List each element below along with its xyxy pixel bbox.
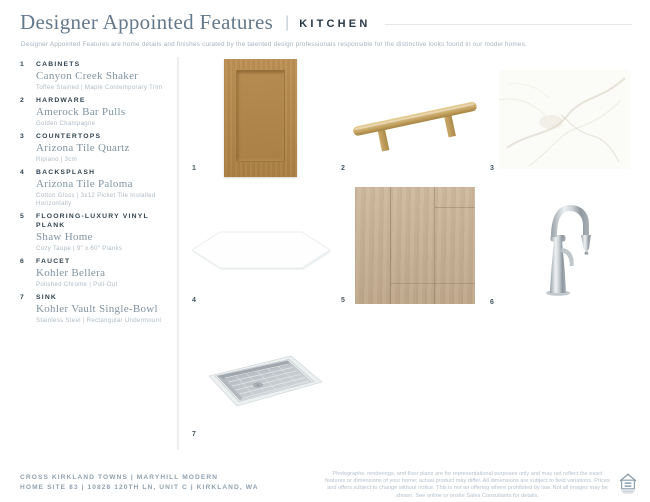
swatch-label: 5 (341, 297, 345, 304)
swatch-label: 3 (490, 165, 494, 172)
legal-disclaimer: Photographs, renderings, and floor plans are for representational purposes only and may not reflect the exact features or dimensions of your home; actual product may differ. All dimensions are subject to field variations. Prices and offers subject to change without notice. This is not an offering where prohibited by law. Not all images may be shown. See online or onsite Sales Consultants for details. (325, 471, 610, 499)
feature-details: Ripiano | 3cm (36, 156, 78, 163)
feature-name: Shaw Home (36, 231, 93, 243)
list-item (20, 257, 172, 289)
community-line: CROSS KIRKLAND TOWNS | MARYHILL MODERN (20, 474, 219, 481)
feature-name: Canyon Creek Shaker (36, 70, 139, 82)
feature-name: Arizona Tile Paloma (36, 178, 133, 190)
page-subtitle: Designer Appointed Features are home details and finishes curated by the talented design professionals responsible for the distinctive looks found in our model homes. (21, 41, 528, 48)
list-item (20, 293, 172, 325)
swatch-label: 4 (192, 297, 196, 304)
list-item (20, 168, 172, 208)
cabinet-recessed-panel (236, 70, 285, 162)
feature-category: BACKSPLASH (36, 169, 96, 176)
swatch-label: 2 (341, 165, 345, 172)
feature-number: 5 (20, 213, 24, 220)
bar-pull-swatch (346, 64, 484, 160)
list-item (20, 60, 172, 92)
community-info (20, 473, 259, 492)
quartz-slab-swatch (499, 70, 630, 169)
feature-name: Arizona Tile Quartz (36, 142, 130, 154)
feature-details: Golden Champagne (36, 120, 96, 127)
feature-number: 1 (20, 61, 24, 68)
feature-details: Stainless Steel | Rectangular Undermount (36, 317, 162, 324)
plank-seam (435, 207, 475, 208)
list-divider (177, 57, 179, 450)
header (20, 10, 632, 35)
feature-name: Amerock Bar Pulls (36, 106, 126, 118)
feature-details: Polished Chrome | Pull-Out (36, 281, 118, 288)
picket-tile-swatch (190, 226, 332, 274)
feature-category: COUNTERTOPS (36, 133, 102, 140)
feature-name: Kohler Bellera (36, 267, 106, 279)
feature-category: FLOORING-LUXURY VINYL PLANK (36, 213, 149, 229)
feature-number: 4 (20, 169, 24, 176)
feature-number: 3 (20, 133, 24, 140)
picket-tile-graphic (190, 226, 332, 274)
feature-details: Cozy Taupe | 9" x 60" Planks (36, 245, 123, 252)
sink-graphic (203, 345, 328, 415)
list-item (20, 132, 172, 164)
feature-number: 2 (20, 97, 24, 104)
page-title: Designer Appointed Features (20, 10, 274, 34)
feature-list (20, 60, 172, 329)
feature-category: FAUCET (36, 258, 71, 265)
feature-category: HARDWARE (36, 97, 86, 104)
cabinet-door-swatch (224, 59, 297, 177)
swatch-label: 7 (192, 431, 196, 438)
feature-details: Toffee Stained | Maple Contemporary Trim (36, 84, 163, 91)
swatch-label: 1 (192, 165, 196, 172)
feature-details: Cotton Gloss | 3x12 Picket Tile Installed Horizontally (36, 192, 156, 207)
section-label: KITCHEN (299, 17, 371, 30)
equal-housing-opportunity-icon (618, 471, 638, 495)
homesite-line: HOME SITE 83 | 10828 120TH LN, UNIT C | KIRKLAND, WA (20, 483, 259, 491)
list-item (20, 212, 172, 253)
faucet-graphic (500, 194, 631, 302)
sink-swatch (203, 345, 328, 415)
feature-number: 7 (20, 294, 24, 301)
bar-pull-graphic (346, 64, 484, 160)
title-divider: | (285, 13, 290, 31)
vinyl-plank-swatch (355, 187, 475, 304)
feature-number: 6 (20, 258, 24, 265)
quartz-veining-graphic (499, 70, 630, 169)
header-rule (385, 24, 633, 25)
faucet-swatch (500, 194, 631, 302)
swatch-label: 6 (490, 299, 494, 306)
list-item (20, 96, 172, 128)
plank-seam (391, 283, 475, 284)
feature-category: CABINETS (36, 61, 81, 68)
feature-name: Kohler Vault Single-Bowl (36, 303, 158, 315)
feature-category: SINK (36, 294, 58, 301)
